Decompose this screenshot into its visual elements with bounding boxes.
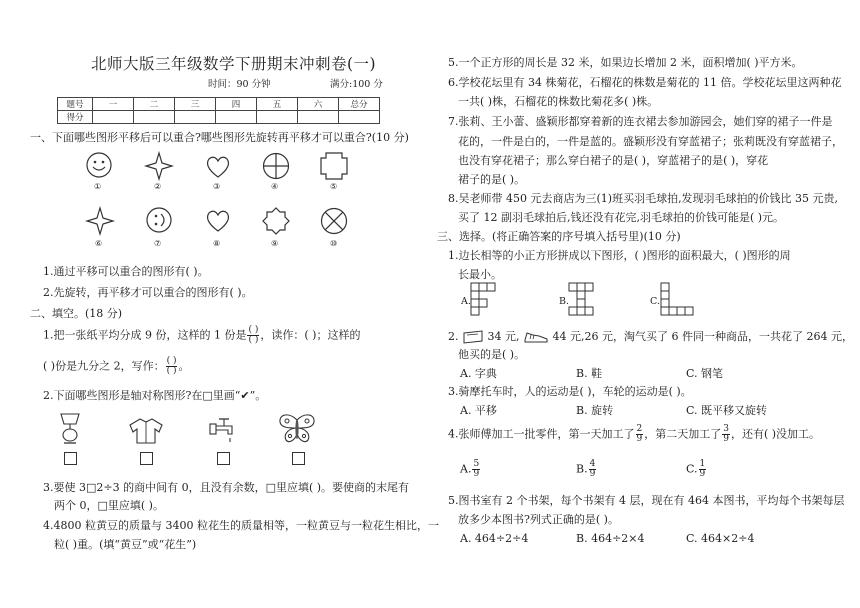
option-b[interactable]: B. 旋转 [576, 404, 614, 417]
score-input-cell[interactable] [134, 111, 175, 124]
option-c[interactable]: C. 既平移又旋转 [686, 404, 768, 417]
option-c[interactable]: C. 钢笔 [686, 367, 724, 380]
section-2-question-6-line-2: 一共( )株，石榴花的株数比菊花多( )株。 [458, 95, 659, 108]
fraction-blank[interactable] [166, 357, 178, 376]
fraction-numerator: ( ) [166, 356, 177, 366]
square-grid-figure-c [660, 282, 702, 320]
section-3-question-3: 3.骑摩托车时，人的运动是( )，车轮的运动是( )。 [448, 385, 692, 398]
option-label: A. [461, 296, 471, 307]
score-cell: 四 [216, 98, 257, 111]
fraction-denominator: 9 [589, 469, 596, 479]
page-title: 北师大版三年级数学下册期末冲刺卷(一) [91, 55, 377, 73]
question-text: 34 元, [487, 330, 520, 343]
fraction-denominator: ( ) [248, 335, 259, 345]
question-text: ( )份是九分之 2，写作： [43, 359, 165, 373]
score-cell: 一 [93, 98, 134, 111]
fraction-denominator: ( ) [166, 366, 177, 376]
section-3-question-1-line-2: 长最小。 [458, 268, 502, 281]
shape-label: ⑦ [154, 239, 162, 248]
section-2-question-7-line-4: 裙子的是( )。 [458, 173, 526, 186]
fraction-denominator: 9 [699, 469, 706, 479]
checkbox-butterfly[interactable] [292, 452, 305, 465]
circle-cross-shape [262, 152, 290, 180]
section-2-heading: 二、填空。(18 分) [30, 307, 123, 320]
four-point-star-shape [86, 207, 114, 235]
fraction-numerator: 1 [699, 459, 706, 469]
option-a[interactable]: A. 字典 [460, 367, 497, 380]
option-b[interactable] [576, 460, 597, 479]
shape-label: ⑧ [213, 239, 221, 248]
four-point-star-shape [145, 152, 173, 180]
shape-label: ① [94, 182, 102, 191]
fraction-numerator: ( ) [248, 325, 259, 335]
notched-square-shape [320, 152, 348, 180]
square-grid-figure-a [470, 282, 502, 320]
question-text: 2. [448, 330, 459, 343]
score-input-cell[interactable] [339, 111, 380, 124]
score-input-cell[interactable] [93, 111, 134, 124]
section-2-question-4-line-2: 粒( )重。(填“黄豆”或“花生”) [54, 538, 197, 551]
score-cell: 题号 [58, 98, 93, 111]
section-2-question-8-line-2: 买了 12 副羽毛球拍后,钱还没有花完,羽毛球拍的价钱可能是( )元。 [458, 211, 785, 224]
score-table-score-row [58, 111, 380, 124]
question-text: ，读作：( )；这样的 [260, 328, 361, 342]
question-text: 44 元,26 元，淘气买了 6 件同一种商品，一共花了 264 元， [552, 330, 853, 343]
shape-label: ⑨ [271, 239, 279, 248]
water-faucet-icon [208, 416, 242, 444]
question-text: 4.张师傅加工一批零件，第一天加工了 [448, 427, 635, 441]
score-input-cell[interactable] [298, 111, 339, 124]
score-cell: 五 [257, 98, 298, 111]
score-table [57, 97, 380, 124]
score-input-cell[interactable] [175, 111, 216, 124]
section-3-question-2-line-1 [448, 330, 853, 344]
section-3-question-1-line-1: 1.边长相等的小正方形拼成以下图形，( )图形的面积最大，( )图形的周 [448, 249, 791, 262]
section-2-question-2: 2.下面哪些图形是轴对称图形?在□里画“✔”。 [43, 389, 267, 402]
fraction-numerator: 5 [473, 459, 480, 469]
shape-label: ⑥ [95, 239, 103, 248]
heart-shape [205, 155, 231, 179]
shape-label: ② [154, 182, 162, 191]
score-input-cell[interactable] [257, 111, 298, 124]
section-3-question-4 [448, 425, 820, 444]
option-label: B. [559, 296, 570, 307]
option-a[interactable]: A. 平移 [460, 404, 497, 417]
option-b[interactable]: B. 464÷2×4 [576, 532, 645, 545]
section-1-heading: 一、下面哪些图形平移后可以重合?哪些图形先旋转再平移才可以重合?(10 分) [30, 131, 409, 144]
question-text: 。 [178, 359, 190, 373]
fraction-denominator: 9 [636, 434, 643, 444]
section-3-question-5-line-2: 放多少本图书?列式正确的是( )。 [458, 513, 619, 526]
rotated-smiley-face-shape [146, 207, 172, 233]
checkbox-lamp[interactable] [64, 452, 77, 465]
score-cell: 总分 [339, 98, 380, 111]
score-cell: 六 [298, 98, 339, 111]
section-2-question-7-line-3: 也没有穿花裙子；那么穿白裙子的是( )，穿蓝裙子的是( )，穿花 [458, 154, 769, 167]
option-label: A. [460, 462, 472, 476]
checkbox-shirt[interactable] [140, 452, 153, 465]
section-2-question-4-line-1: 4.4800 粒黄豆的质量与 3400 粒花生的质量相等，一粒黄豆与一粒花生相比，一 [43, 519, 439, 532]
option-b[interactable]: B. 鞋 [576, 367, 603, 380]
score-table-header-row [58, 98, 380, 111]
section-3-question-5-line-1: 5.图书室有 2 个书架，每个书架有 4 层，现在有 464 本图书，平均每个书架每层 [448, 494, 845, 507]
shape-label: ⑩ [330, 239, 338, 248]
butterfly-icon [277, 412, 317, 446]
heart-shape [205, 209, 231, 233]
fraction [472, 460, 480, 479]
score-cell: 三 [175, 98, 216, 111]
fraction-denominator: 9 [723, 434, 729, 444]
exam-time: 时间：90 分钟 [208, 79, 271, 90]
score-cell: 二 [134, 98, 175, 111]
fraction [636, 425, 644, 444]
option-c[interactable] [686, 460, 707, 479]
smiley-face-shape [86, 152, 112, 178]
section-2-question-8-line-1: 8.吴老师带 450 元去商店为三(1)班买羽毛球拍,发现羽毛球拍的价钱比 35 元贵, [448, 192, 839, 205]
option-label: C. [686, 462, 698, 476]
fraction-numerator: 3 [723, 424, 729, 434]
question-text: ，第二天加工了 [644, 427, 722, 441]
fraction-denominator: 9 [473, 469, 480, 479]
question-text: ，还有( )没加工。 [730, 427, 821, 441]
question-text: 1.把一张纸平均分成 9 份，这样的 1 份是 [43, 328, 247, 342]
shirt-icon [126, 417, 166, 445]
option-c[interactable]: C. 464×2÷4 [686, 532, 755, 545]
checkbox-faucet[interactable] [217, 452, 230, 465]
section-1-question-1: 1.通过平移可以重合的图形有( )。 [43, 265, 209, 278]
option-label: B. [576, 462, 588, 476]
table-lamp-icon [58, 413, 82, 445]
section-2-question-3-line-1: 3.要使 3□2÷3 的商中间有 0，且没有余数，□里应填( )。要使商的末尾有 [43, 481, 410, 494]
shape-label: ⑤ [330, 182, 338, 191]
full-score: 满分:100 分 [330, 79, 383, 90]
shape-label: ④ [271, 182, 279, 191]
fraction [722, 425, 730, 444]
section-2-question-1-line-1 [43, 326, 360, 345]
section-3-heading: 三、选择。(将正确答案的序号填入括号里)(10 分) [437, 230, 681, 243]
section-2-question-7-line-2: 花的，一件是白的，一件是蓝的。盛颖形没有穿蓝裙子；张莉既没有穿蓝裙子， [458, 135, 843, 148]
shoe-icon [523, 330, 549, 344]
score-cell: 得分 [58, 111, 93, 124]
section-2-question-6-line-1: 6.学校花坛里有 34 株菊花，石榴花的株数是菊花的 11 倍。学校花坛里这两种花 [448, 76, 842, 89]
option-a[interactable] [460, 460, 481, 479]
fraction-numerator: 4 [589, 459, 596, 469]
section-2-question-3-line-2: 两个 0，□里应填( )。 [54, 499, 164, 512]
option-a[interactable]: A. 464÷2÷4 [460, 532, 529, 545]
option-label: C. [650, 296, 660, 307]
section-2-question-5: 5.一个正方形的周长是 32 米，如果边长增加 2 米，面积增加( )平方米。 [448, 56, 803, 69]
section-2-question-7-line-1: 7.张莉、王小蕾、盛颖形都穿着新的连衣裙去参加游园会，她们穿的裙子一件是 [448, 115, 833, 128]
rotated-notched-square-shape [262, 207, 290, 235]
fraction-numerator: 2 [636, 424, 643, 434]
fraction-blank[interactable] [247, 326, 259, 345]
section-1-question-2: 2.先旋转，再平移才可以重合的图形有( )。 [43, 286, 253, 299]
square-grid-figure-b [568, 282, 598, 320]
circle-x-shape [320, 207, 348, 235]
section-3-question-2-line-2: 他买的是( )。 [458, 348, 526, 361]
shape-label: ③ [213, 182, 221, 191]
dictionary-icon [462, 330, 484, 344]
score-input-cell[interactable] [216, 111, 257, 124]
fraction [699, 460, 707, 479]
fraction [589, 460, 597, 479]
section-2-question-1-line-2 [43, 357, 189, 376]
